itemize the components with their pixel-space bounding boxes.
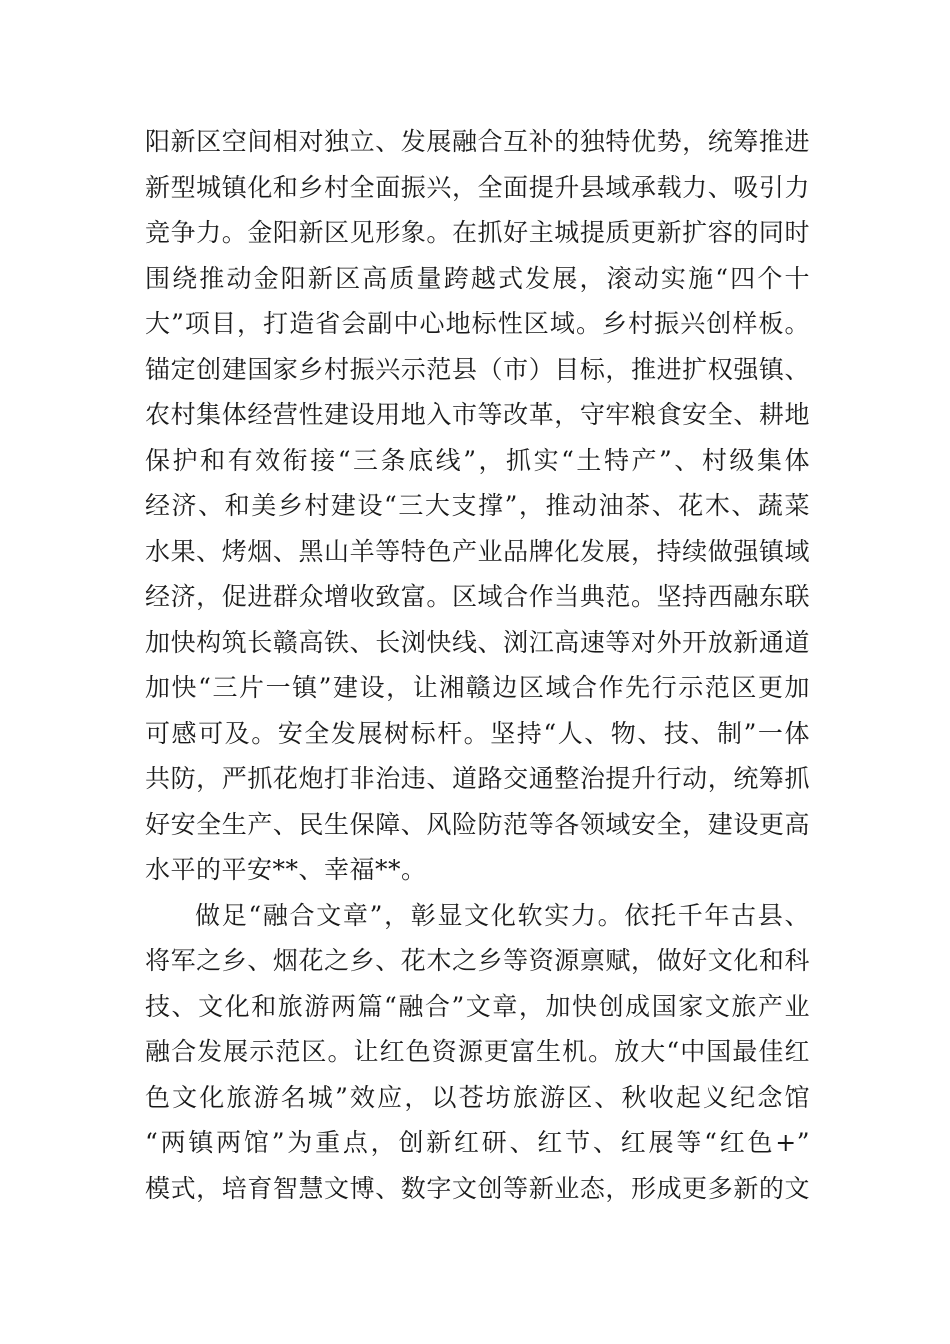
text-line: 围绕推动金阳新区高质量跨越式发展，滚动实施“四个十 (145, 263, 810, 293)
text-line: 融合发展示范区。让红色资源更富生机。放大“中国最佳红 (145, 1037, 810, 1066)
paragraph-2 (145, 893, 810, 1212)
text-line: 模式，培育智慧文博、数字文创等新业态，形成更多新的文 (145, 1173, 810, 1203)
text-line: 新型城镇化和乡村全面振兴，全面提升县域承载力、吸引力 (145, 172, 810, 202)
text-line: 大”项目，打造省会副中心地标性区域。乡村振兴创样板。 (145, 309, 810, 338)
text-line: 农村集体经营性建设用地入市等改革，守牢粮食安全、耕地 (145, 400, 810, 429)
text-line: “两镇两馆”为重点，创新红研、红节、红展等“红色+” (145, 1128, 810, 1157)
text-line: 加快“三片一镇”建设，让湘赣边区域合作先行示范区更加 (145, 673, 810, 702)
text-line: 共防，严抓花炮打非治违、道路交通整治提升行动，统筹抓 (145, 764, 810, 793)
text-line: 锚定创建国家乡村振兴示范县（市）目标，推进扩权强镇、 (145, 354, 810, 384)
text-line: 竞争力。金阳新区见形象。在抓好主城提质更新扩容的同时 (145, 218, 810, 247)
text-line: 加快构筑长赣高铁、长浏快线、浏江高速等对外开放新通道 (145, 627, 810, 657)
text-line: 色文化旅游名城”效应，以苍坊旅游区、秋收起义纪念馆 (145, 1082, 810, 1112)
text-line: 水果、烤烟、黑山羊等特色产业品牌化发展，持续做强镇域 (145, 536, 810, 566)
text-line: 好安全生产、民生保障、风险防范等各领域安全，建设更高 (145, 809, 810, 839)
body-text (145, 119, 810, 1211)
text-line: 经济、和美乡村建设“三大支撑”，推动油茶、花木、蔬菜 (145, 491, 810, 520)
text-line: 水平的平安**、幸福**。 (145, 855, 427, 884)
text-line: 将军之乡、烟花之乡、花木之乡等资源禀赋，做好文化和科 (145, 946, 810, 975)
text-line: 经济，促进群众增收致富。区域合作当典范。坚持西融东联 (145, 582, 810, 611)
text-line: 技、文化和旅游两篇“融合”文章，加快创成国家文旅产业 (145, 991, 810, 1021)
text-line: 可感可及。安全发展树标杆。坚持“人、物、技、制”一体 (145, 718, 810, 748)
text-line: 做足“融合文章”，彰显文化软实力。依托千年古县、 (195, 900, 810, 930)
paragraph-1 (145, 119, 810, 893)
text-line: 阳新区空间相对独立、发展融合互补的独特优势，统筹推进 (145, 127, 810, 156)
text-line: 保护和有效衔接“三条底线”，抓实“土特产”、村级集体 (145, 445, 810, 475)
